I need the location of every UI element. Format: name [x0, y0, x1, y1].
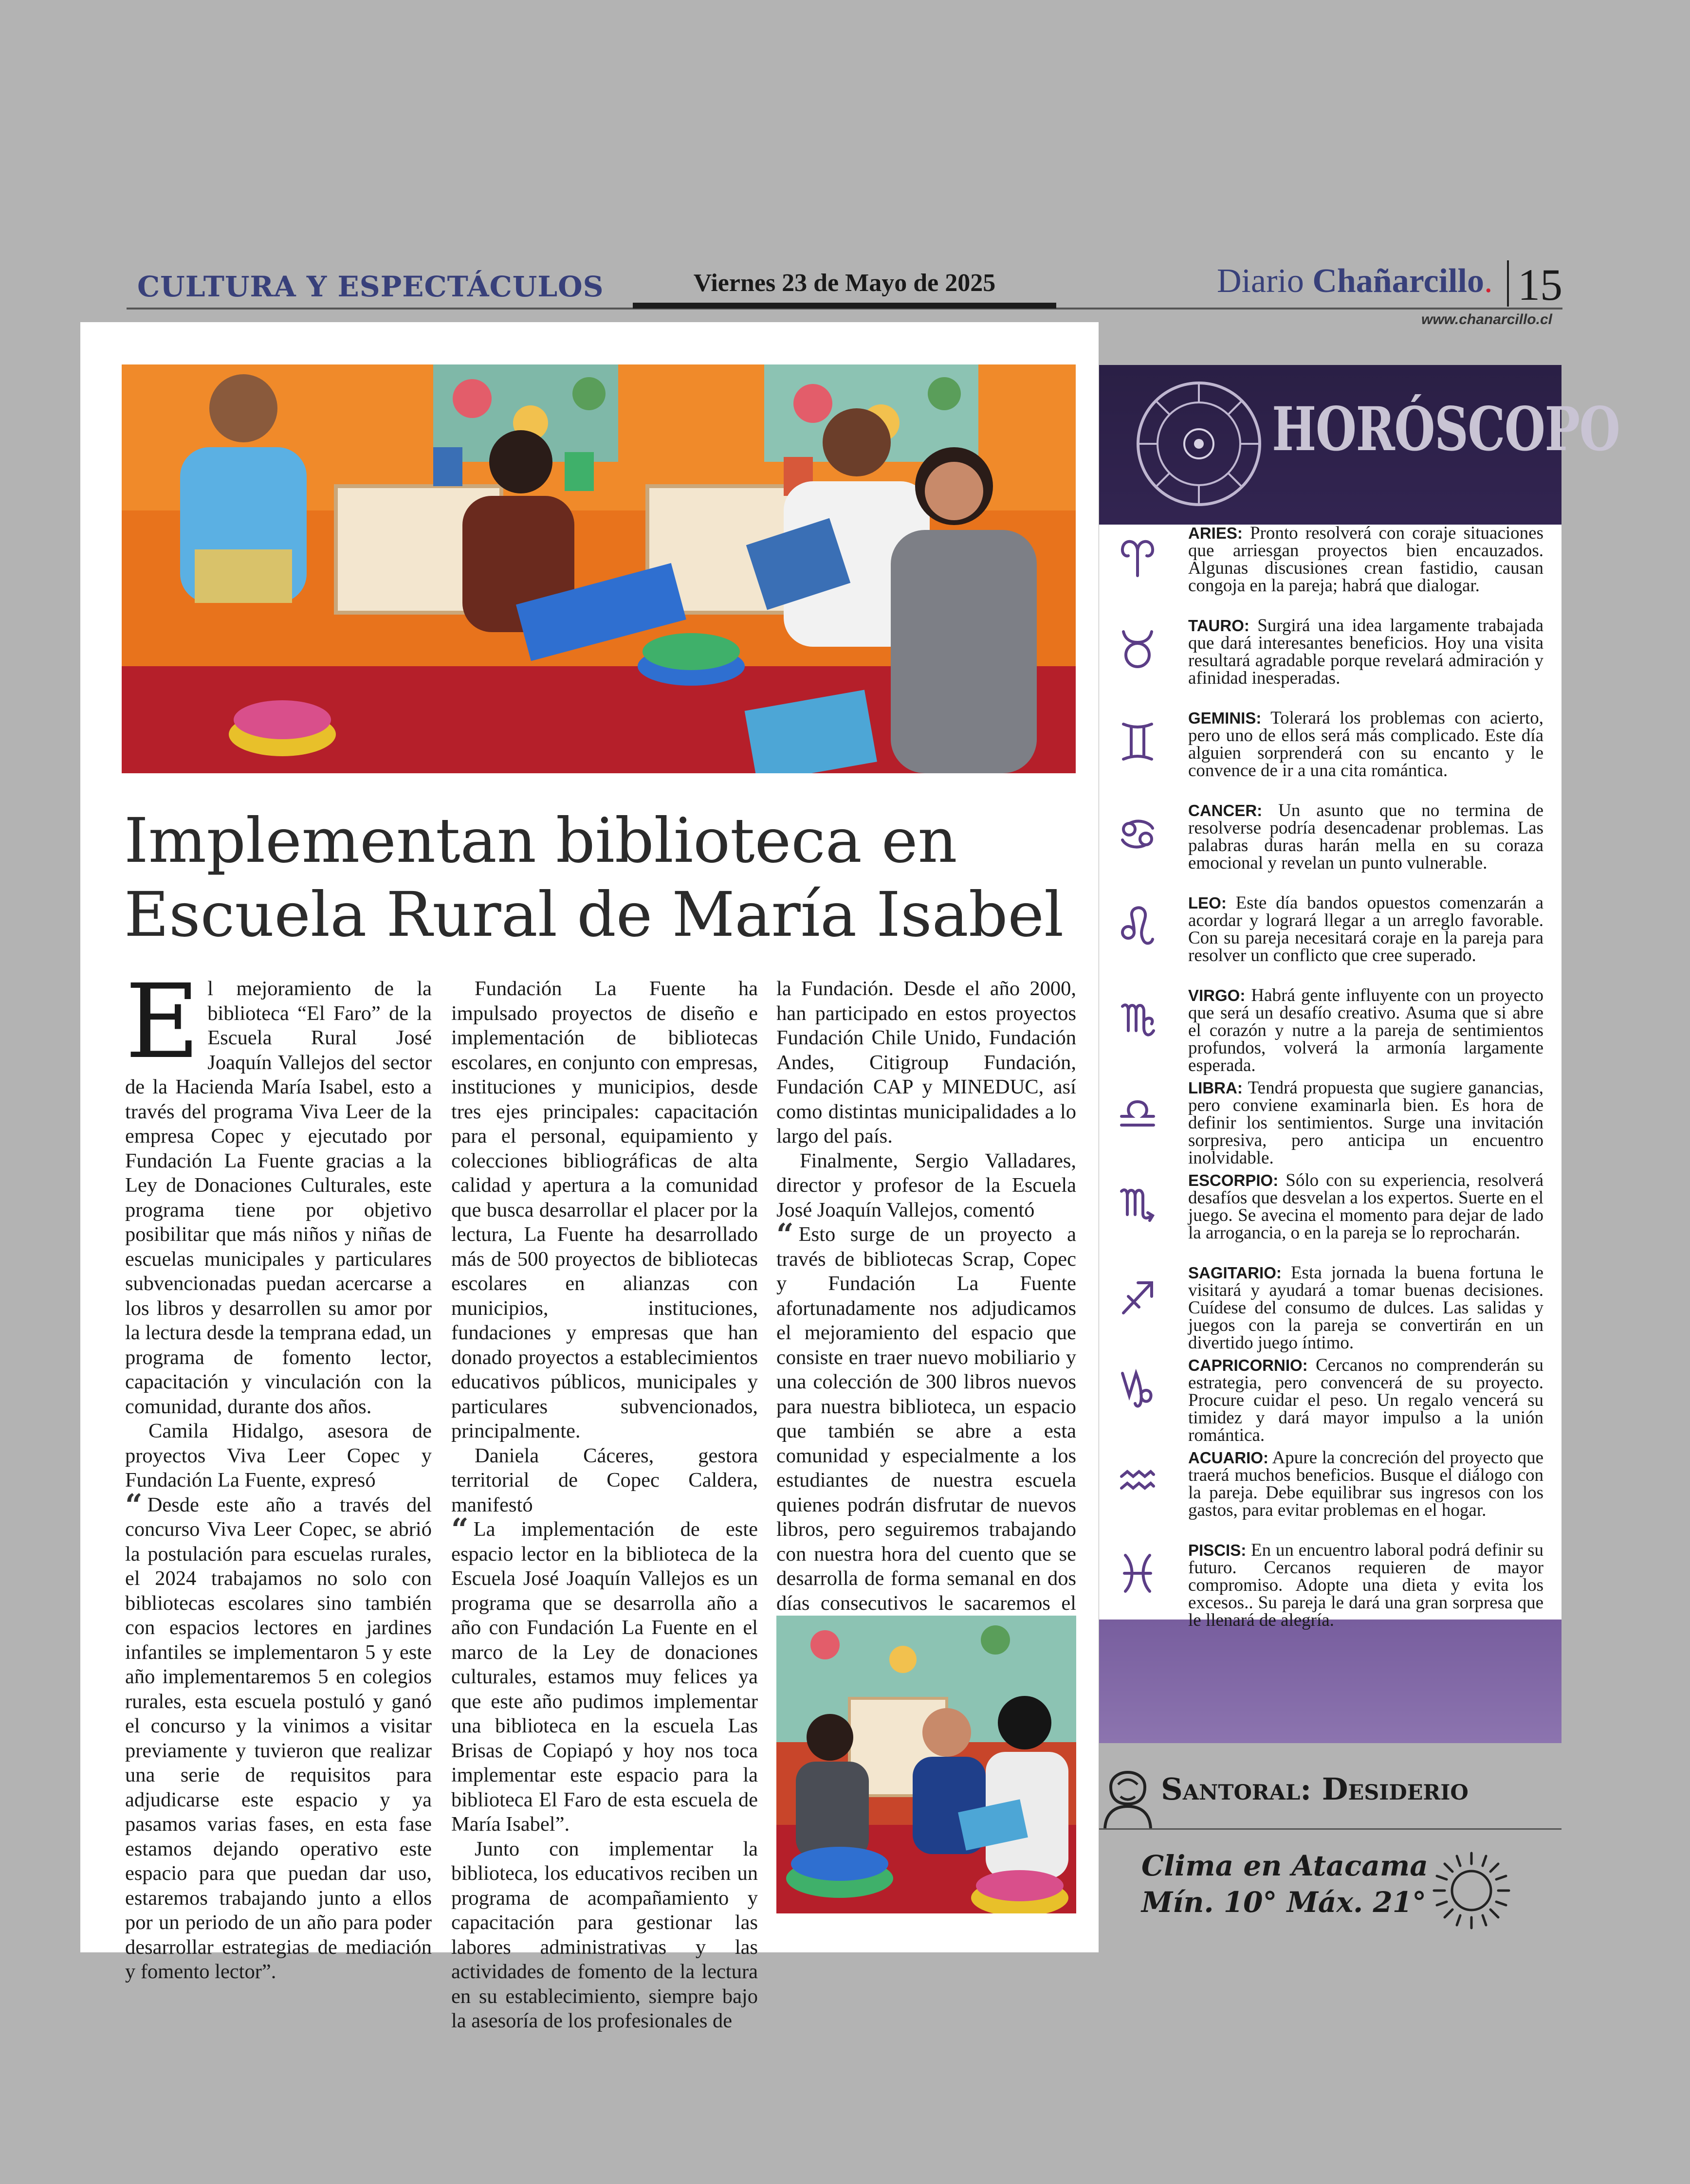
sign-name: ARIES: [1188, 524, 1243, 542]
quote-icon: “ [776, 1217, 794, 1252]
virgo-icon [1120, 997, 1156, 1040]
article-headline: Implementan biblioteca en Escuela Rural de María Isabel [124, 805, 1064, 950]
sign-name: CANCER: [1188, 801, 1263, 819]
sign-leo [1099, 894, 1561, 987]
sign-text: Pronto resolverá con coraje situaciones que arriesgan proyectos bien encauzados. Algunas discusiones crean fastidio, causan congoja en la pareja; habrá que dialogar. [1188, 523, 1543, 596]
article [80, 322, 1099, 2032]
sign-text: Apure la concreción del proyecto que traerá muchos beneficios. Busque el diálogo con la pareja. Debe equilibrar sus ingresos con los gastos, para evitar problemas en el hogar. [1188, 1448, 1543, 1520]
horoscope-header [1099, 365, 1620, 523]
date-rule [633, 303, 1056, 309]
sign-name: PISCIS: [1188, 1541, 1247, 1559]
quote-paragraph [451, 1511, 758, 1837]
sign-name: VIRGO: [1188, 986, 1246, 1004]
sign-piscis [1099, 1542, 1561, 1634]
main-photo [122, 364, 1076, 773]
paragraph: Junto con implementar la biblioteca, los educativos reciben un programa de acompañamiento y capacitación para gestionar las labores administrativas y las actividades de fomento de la lectura en su establecimiento, siempre bajo la asesoría de los profesionales de [451, 1837, 758, 2032]
horoscope-list [1099, 523, 1561, 1630]
sign-capricornio [1099, 1357, 1561, 1449]
aries-icon [1120, 534, 1156, 578]
quote-icon: “ [451, 1511, 469, 1547]
paragraph: Camila Hidalgo, asesora de proyectos Viva Leer Copec y Fundación La Fuente, expresó [125, 1420, 432, 1492]
library-photo-illustration [122, 364, 1076, 773]
saint-icon [1101, 1758, 1155, 1831]
quote-text: Esto surge de un proyecto a través de bibliotecas Scrap, Copec y Fundación La Fuente afortunadamente nos adjudicamos el mejoramiento del espacio que consiste en traer nuevo mobiliario y una colección de 300 libros nuevos para nuestra biblioteca, un espacio que también se abre a esta comunidad y especialmente a los estudiantes de nuestra escuela quienes podrán disfrutar de nuevos libros, pero seguiremos trabajando con nuestra hora del cuento que se desarrolla de forma semanal en dos días consecutivos le sacaremos el [776, 1223, 1076, 1615]
section-title: CULTURA Y ESPECTÁCULOS [137, 270, 604, 303]
sign-text: Cercanos no comprenderán su estrategia, pero convencerá de su proyecto. Procure cuidar el peso. Un regalo vencerá su timidez y dará mayor impulso a la unión romántica. [1188, 1355, 1544, 1445]
capricorn-icon [1120, 1366, 1156, 1410]
sign-tauro [1099, 617, 1561, 710]
weather-title: Clima en Atacama [1141, 1849, 1428, 1882]
sign-text: Tendrá propuesta que sugiere ganancias, pero conviene examinarla bien. Es hora de definir los sentimientos. Surge una invitación sorpresiva, pero anticipa un encuentro inolvidable. [1188, 1078, 1543, 1168]
page-number-separator [1507, 260, 1509, 307]
paragraph: Daniela Cáceres, gestora territorial de Copec Caldera, manifestó [451, 1444, 758, 1516]
santoral: Santoral: Desiderio [1161, 1771, 1469, 1807]
sign-name: CAPRICORNIO: [1188, 1356, 1308, 1374]
sagittarius-icon [1120, 1274, 1156, 1318]
sign-geminis [1099, 710, 1561, 802]
secondary-photo [776, 1616, 1076, 1913]
quote-icon: “ [125, 1487, 143, 1523]
page-header [0, 0, 1690, 341]
sign-name: ACUARIO: [1188, 1449, 1268, 1467]
pisces-icon [1120, 1551, 1156, 1595]
page-number: 15 [1518, 260, 1562, 309]
sign-sagitario [1099, 1264, 1561, 1357]
sign-libra [1099, 1079, 1561, 1172]
article-column-3 [776, 977, 1076, 1665]
masthead-dot: . [1484, 262, 1493, 300]
sign-text: Surgirá una idea largamente trabajada que dará interesantes beneficios. Hoy una visita resultará agradable porque revelará admiración y afinidad inesperadas. [1188, 616, 1543, 688]
lead-text: l mejoramiento de la biblioteca “El Faro” de la Escuela Rural José Joaquín Vallejos del sector de la Hacienda María Isabel, esto a través del programa Viva Leer de la empresa Copec y ejecutado por Fundación La Fuente gracias a la Ley de Donaciones Culturales, este programa tiene por objetivo posibilitar que más niños y niñas de escuelas municipales y particulares subvencionadas puedan acercarse a los libros y desarrollen su amor por la lectura desde la temprana edad, un programa de fomento lector, capacitación y vinculación con la comunidad, durante dos años. [125, 977, 432, 1418]
sign-name: TAURO: [1188, 617, 1249, 635]
taurus-icon [1120, 627, 1156, 671]
sign-escorpio [1099, 1172, 1561, 1264]
quote-paragraph [776, 1217, 1076, 1665]
weather-temps: Mín. 10° Máx. 21° [1141, 1886, 1427, 1919]
sign-cancer [1099, 802, 1561, 894]
sign-name: LEO: [1188, 894, 1227, 912]
sign-text: En un encuentro laboral podrá definir su futuro. Cercanos requieren de mayor compromiso. Adopte una dieta y evita los excesos.. Su pareja le dará una gran sorpresa que le llenará de alegría. [1188, 1540, 1543, 1630]
sign-acuario [1099, 1449, 1561, 1542]
sign-virgo [1099, 987, 1561, 1079]
sun-icon [1430, 1849, 1513, 1932]
sign-aries [1099, 525, 1561, 617]
sign-text: Habrá gente influyente con un proyecto que será un desafío creativo. Asuma que si abre el corazón y nutre a la pareja de sentimientos profundos, volverá la armonía largamente esperada. [1188, 985, 1543, 1075]
horoscope-panel [1099, 365, 1620, 1743]
libra-icon [1120, 1089, 1156, 1133]
masthead-name: Chañarcillo [1312, 262, 1484, 300]
cancer-icon [1120, 812, 1156, 855]
quote-text: Desde este año a través del concurso Viva Leer Copec, se abrió la postulación para escuelas rurales, el 2024 trabajamos no solo con bibliotecas escolares sino también con espacios lectores en jardines infantiles se implementaron 5 y este año implementaremos 5 en colegios rurales, esta escuela postuló y ganó el concurso y la vinimos a visitar previamente y tuvieron que realizar una serie de requisitos para adjudicarse este espacio y ya pasamos varias fases, en esta fase estamos dejando operativo este espacio para que puedan dar uso, estaremos trabajando junto a ellos por un periodo de un año para poder desarrollar estrategias de mediación y fomento lector”. [125, 1493, 432, 1983]
sign-text: Esta jornada la buena fortuna le visitará y ayudará a tomar buenas decisiones. Cuídese del consumo de dulces. Las salidas y juegos con la pareja se convertirán en un divertido juego íntimo. [1188, 1263, 1544, 1353]
horoscope-title: HORÓSCOPO [1272, 394, 1620, 465]
leo-icon [1120, 904, 1156, 948]
gemini-icon [1120, 719, 1156, 763]
sign-name: GEMINIS: [1188, 709, 1262, 727]
santoral-rule [1099, 1828, 1561, 1830]
quote-text: La implementación de este espacio lector en la biblioteca de la Escuela José Joaquín Vallejos es un programa que se desarrolla año a año con Fundación La Fuente en el marco de la Ley de donaciones culturales, estamos muy felices ya que este año pudimos implementar una biblioteca en la escuela Las Brisas de Copiapó y hoy nos toca implementar este espacio para la biblioteca El Faro de esta escuela de María Isabel”. [451, 1518, 758, 1836]
sign-name: ESCORPIO: [1188, 1171, 1279, 1189]
lead-paragraph [125, 962, 432, 1419]
masthead-prefix: Diario [1217, 262, 1304, 300]
site-url[interactable]: www.chanarcillo.cl [1421, 311, 1552, 328]
quote-paragraph [125, 1487, 432, 1984]
article-column-2 [451, 977, 758, 2034]
sign-name: LIBRA: [1188, 1079, 1243, 1097]
sign-text: Tolerará los problemas con acierto, pero uno de ellos será más complicado. Este día alguien sorprenderá con su encanto y le convence de ir a una cita romántica. [1188, 708, 1543, 781]
sign-text: Este día bandos opuestos comenzarán a acordar y logrará llegar a un arreglo favorable. Con su pareja necesitará coraje en la pareja para resolver un conflicto que cree superado. [1188, 893, 1543, 965]
drop-cap: E [125, 962, 200, 1081]
zodiac-wheel-icon [1119, 365, 1279, 523]
paragraph: la Fundación. Desde el año 2000, han participado en estos proyectos Fundación Chile Unido, Fundación Andes, Citigroup Fundación, Fundación CAP y MINEDUC, así como distintas municipalidades a lo largo del país. [776, 977, 1076, 1147]
paragraph: Finalmente, Sergio Valladares, director y profesor de la Escuela José Joaquín Vallejos, comentó [776, 1149, 1076, 1221]
scorpio-icon [1120, 1182, 1156, 1225]
sign-text: Un asunto que no termina de resolverse podría desencadenar problemas. Las palabras duras harán mella en su coraza emocional y revelan un punto vulnerable. [1188, 801, 1544, 873]
paragraph: Fundación La Fuente ha impulsado proyectos de diseño e implementación de bibliotecas escolares, en conjunto con empresas, instituciones y municipios, desde tres ejes principales: capacitación para el personal, equipamiento y colecciones bibliográficas de alta calidad y apertura a la comunidad que busca desarrollar el placer por la lectura, La Fuente ha desarrollado más de 500 proyectos de bibliotecas escolares en alianzas con municipios, instituciones, fundaciones y empresas que han donado proyectos a establecimientos educativos públicos, municipales y particulares subvencionados, principalmente. [451, 977, 758, 1442]
masthead [1217, 262, 1492, 301]
children-reading-illustration [776, 1616, 1076, 1913]
sign-text: Sólo con su experiencia, resolverá desafíos que desvelan a los expertos. Suerte en el juego. Se avecina el momento para dejar de lado la arrogancia, o en la pareja se lo reprocharán. [1188, 1170, 1544, 1243]
sign-name: SAGITARIO: [1188, 1264, 1282, 1282]
issue-date: Viernes 23 de Mayo de 2025 [693, 269, 996, 297]
article-column-1 [125, 962, 432, 1984]
aquarius-icon [1120, 1459, 1156, 1503]
